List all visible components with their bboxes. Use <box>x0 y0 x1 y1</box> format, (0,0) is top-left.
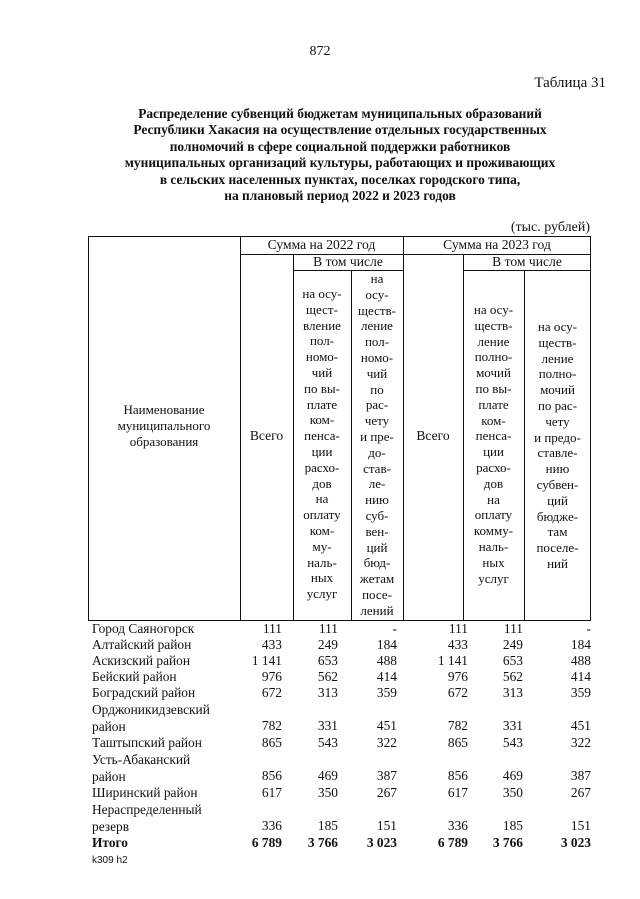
title-line: муниципальных организаций культуры, работающих и проживающих <box>124 155 556 171</box>
cell-text: услуг <box>306 586 338 602</box>
hline-in-total-2023 <box>463 270 591 271</box>
cell-text: 111 <box>318 621 338 636</box>
table-row <box>90 621 591 637</box>
title-line: Распределение субвенций бюджетам муниципальных образований <box>138 106 542 121</box>
cell-text: 151 <box>376 818 397 833</box>
cell-text: 185 <box>502 818 523 833</box>
cell-text: Алтайский район <box>92 637 192 652</box>
cell-text: номо- <box>360 349 394 365</box>
cell-text: 249 <box>502 637 523 652</box>
cell-text: 617 <box>261 785 282 800</box>
cell-text: Бейский район <box>92 669 177 684</box>
cell-text: дов <box>483 475 504 491</box>
cell-text: 350 <box>317 785 338 800</box>
table-label: Таблица 31 <box>534 75 606 91</box>
cell-text: - <box>392 621 397 636</box>
cell-text: вен- <box>365 523 389 539</box>
cell-text: расхо- <box>476 459 511 475</box>
cell-text: субвен- <box>536 476 579 492</box>
cell-text: на осу- <box>302 286 342 301</box>
cell-text: ление <box>541 350 574 366</box>
cell-text: чий <box>311 364 333 380</box>
cell-text: 331 <box>502 718 523 733</box>
cell-text: 856 <box>447 768 468 783</box>
title-line: Республики Хакасия на осуществление отдельных государственных <box>133 122 547 138</box>
cell-text: 865 <box>447 735 468 750</box>
table-row <box>90 801 591 835</box>
cell-text: 185 <box>317 818 338 833</box>
cell-text: 543 <box>317 735 338 750</box>
cell-text: 562 <box>317 669 338 684</box>
cell-text: полно- <box>474 349 513 365</box>
cell-text: 1 141 <box>437 653 468 668</box>
header-total-2022: Всего <box>249 428 284 443</box>
cell-text: ции <box>311 443 333 459</box>
header-name-line: Наименование <box>123 402 205 417</box>
header-sum-2022: Сумма на 2022 год <box>267 237 376 252</box>
cell-text: 782 <box>261 718 282 733</box>
cell-text: плате <box>478 396 509 412</box>
header-2022-utilities <box>293 286 351 602</box>
cell-text: ществ- <box>538 334 577 350</box>
cell-text: 267 <box>376 785 397 800</box>
cell-text: Итого <box>92 835 128 850</box>
cell-text: 3 023 <box>366 835 397 850</box>
cell-text: пол- <box>309 333 335 349</box>
cell-text: 151 <box>570 818 591 833</box>
table-row <box>90 785 591 801</box>
cell-text: 111 <box>503 621 523 636</box>
cell-text: 184 <box>570 637 591 652</box>
cell-text: ление <box>361 318 393 334</box>
cell-text: 313 <box>502 685 523 700</box>
header-in-total-2023: В том числе <box>492 254 562 269</box>
page-number: 872 <box>309 44 331 59</box>
cell-text: Боградский район <box>92 685 196 700</box>
cell-text: осу- <box>365 286 389 302</box>
cell-text: ществ- <box>474 317 513 333</box>
cell-text: чету <box>364 413 390 429</box>
cell-text: 6 789 <box>251 835 282 850</box>
cell-text: район <box>92 769 126 784</box>
cell-text: щест- <box>306 301 338 317</box>
cell-text: на осу- <box>473 302 514 317</box>
cell-text: наль- <box>478 538 509 554</box>
cell-text: полно- <box>538 366 577 382</box>
title-line: полномочий в сфере социальной поддержки работников <box>169 138 511 154</box>
cell-text: пенса- <box>304 428 340 444</box>
cell-text: 359 <box>570 685 591 700</box>
cell-text: ний <box>547 555 568 571</box>
cell-text: му- <box>312 538 332 554</box>
cell-text: поселе- <box>536 540 579 556</box>
cell-text: ставле- <box>537 445 578 461</box>
cell-text: 3 766 <box>307 835 338 850</box>
header-total-2023: Всего <box>416 428 450 443</box>
cell-text: 433 <box>447 637 468 652</box>
cell-text: 433 <box>261 637 282 652</box>
cell-text: ции <box>483 444 504 460</box>
cell-text: ком- <box>481 412 506 428</box>
cell-text: 1 141 <box>251 653 282 668</box>
cell-text: ществ- <box>357 302 397 318</box>
cell-text: ных <box>310 570 334 586</box>
header-sum-2023: Сумма на 2023 год <box>443 237 551 252</box>
cell-text: 111 <box>448 621 468 636</box>
cell-text: 111 <box>262 621 282 636</box>
cell-text: 856 <box>261 768 282 783</box>
cell-text: посе- <box>362 586 392 602</box>
table-row <box>90 701 591 735</box>
cell-text: ком- <box>309 522 335 538</box>
cell-text: 331 <box>317 718 338 733</box>
cell-text: мочий <box>476 365 511 381</box>
cell-text: став- <box>363 460 391 476</box>
cell-text: бюдже- <box>536 508 579 524</box>
cell-text: оплату <box>303 507 341 523</box>
cell-text: нию <box>365 492 389 508</box>
cell-text: услуг <box>478 570 509 586</box>
cell-text: 672 <box>261 685 282 700</box>
cell-text: ле- <box>368 476 386 492</box>
table-header <box>88 236 591 621</box>
cell-text: и предо- <box>534 429 581 445</box>
cell-text: бюд- <box>363 555 391 571</box>
cell-text: 672 <box>447 685 468 700</box>
table-row <box>90 637 591 653</box>
cell-text: и пре- <box>360 428 394 444</box>
header-2023-subventions <box>524 319 591 572</box>
cell-text: до- <box>368 444 386 460</box>
cell-text: 469 <box>317 768 338 783</box>
cell-text: 562 <box>502 669 523 684</box>
cell-text: 336 <box>447 818 468 833</box>
cell-text: 782 <box>447 718 468 733</box>
cell-text: 313 <box>317 685 338 700</box>
cell-text: чету <box>545 413 570 429</box>
units-label: (тыс. рублей) <box>510 220 590 235</box>
cell-text: вление <box>303 317 341 333</box>
cell-text: 469 <box>502 768 523 783</box>
cell-text: ление <box>477 333 510 349</box>
cell-text: 6 789 <box>437 835 468 850</box>
cell-text: Аскизский район <box>92 653 191 668</box>
cell-text: лений <box>360 602 394 618</box>
cell-text: чий <box>366 365 388 381</box>
cell-text: 249 <box>317 637 338 652</box>
cell-text: на <box>487 491 500 507</box>
cell-text: Усть-Абаканский <box>92 752 191 767</box>
cell-text: 336 <box>261 818 282 833</box>
table-row <box>90 653 591 669</box>
cell-text: наль- <box>307 554 337 570</box>
cell-text: мочий <box>540 382 575 398</box>
cell-text: 350 <box>502 785 523 800</box>
cell-text: пол- <box>364 334 390 350</box>
cell-text: оплату <box>474 507 513 523</box>
table-title <box>95 106 585 204</box>
table-row-total <box>90 835 591 853</box>
cell-text: 976 <box>447 669 468 684</box>
cell-text: 322 <box>570 735 591 750</box>
title-line: в сельских населенных пунктах, поселках городского типа, <box>159 171 521 187</box>
cell-text: резерв <box>92 819 130 834</box>
cell-text: 617 <box>447 785 468 800</box>
cell-text: 451 <box>570 718 591 733</box>
cell-text: 184 <box>376 637 397 652</box>
cell-text: район <box>92 719 126 734</box>
cell-text: по <box>370 381 384 397</box>
cell-text: 322 <box>376 735 397 750</box>
document-code: k309 h2 <box>92 855 128 866</box>
cell-text: 414 <box>376 669 397 684</box>
cell-text: 387 <box>376 768 397 783</box>
cell-text: Нераспределенный <box>92 802 202 817</box>
cell-text: ных <box>482 554 505 570</box>
cell-text: 653 <box>317 653 338 668</box>
cell-text: расхо- <box>304 459 340 475</box>
table-body <box>90 621 591 853</box>
cell-text: ком- <box>309 412 335 428</box>
cell-text: 414 <box>570 669 591 684</box>
header-name-line: муниципального <box>117 417 211 433</box>
cell-text: на <box>370 271 384 286</box>
header-2023-utilities <box>463 302 524 586</box>
cell-text: 267 <box>570 785 591 800</box>
cell-text: рас- <box>365 397 389 413</box>
cell-text: плате <box>306 396 338 412</box>
cell-text: дов <box>312 475 332 491</box>
table-row <box>90 685 591 701</box>
cell-text: суб- <box>365 507 389 523</box>
cell-text: Ширинский район <box>92 785 198 800</box>
header-name <box>88 402 240 449</box>
cell-text: Орджоникидзевский <box>92 702 210 717</box>
cell-text: 543 <box>502 735 523 750</box>
cell-text: нию <box>545 461 570 477</box>
cell-text: ций <box>366 539 388 555</box>
header-name-line: образования <box>129 433 199 449</box>
cell-text: номо- <box>305 349 339 365</box>
cell-text: жетам <box>359 571 395 587</box>
cell-text: 387 <box>570 768 591 783</box>
cell-text: по вы- <box>304 380 340 396</box>
header-2022-subventions <box>351 271 403 619</box>
cell-text: на <box>315 491 329 507</box>
cell-text: 3 766 <box>492 835 523 850</box>
cell-text: 488 <box>376 653 397 668</box>
cell-text: ций <box>547 492 568 508</box>
header-in-total-2022: В том числе <box>313 254 383 269</box>
cell-text: 451 <box>376 718 397 733</box>
cell-text: пенса- <box>475 428 512 444</box>
cell-text: 865 <box>261 735 282 750</box>
title-line: на плановый период 2022 и 2023 годов <box>224 188 456 204</box>
cell-text: 3 023 <box>560 835 591 850</box>
table-row <box>90 669 591 685</box>
table-row <box>90 751 591 785</box>
cell-text: Таштыпский район <box>92 735 202 750</box>
cell-text: 359 <box>376 685 397 700</box>
cell-text: по вы- <box>475 380 512 396</box>
cell-text: по рас- <box>537 397 578 413</box>
cell-text: - <box>586 621 591 636</box>
cell-text: там <box>547 524 568 540</box>
cell-text: на осу- <box>537 319 578 334</box>
cell-text: комму- <box>473 523 514 539</box>
cell-text: 653 <box>502 653 523 668</box>
cell-text: Город Саяногорск <box>92 621 195 636</box>
cell-text: 488 <box>570 653 591 668</box>
table-row <box>90 735 591 751</box>
cell-text: 976 <box>261 669 282 684</box>
